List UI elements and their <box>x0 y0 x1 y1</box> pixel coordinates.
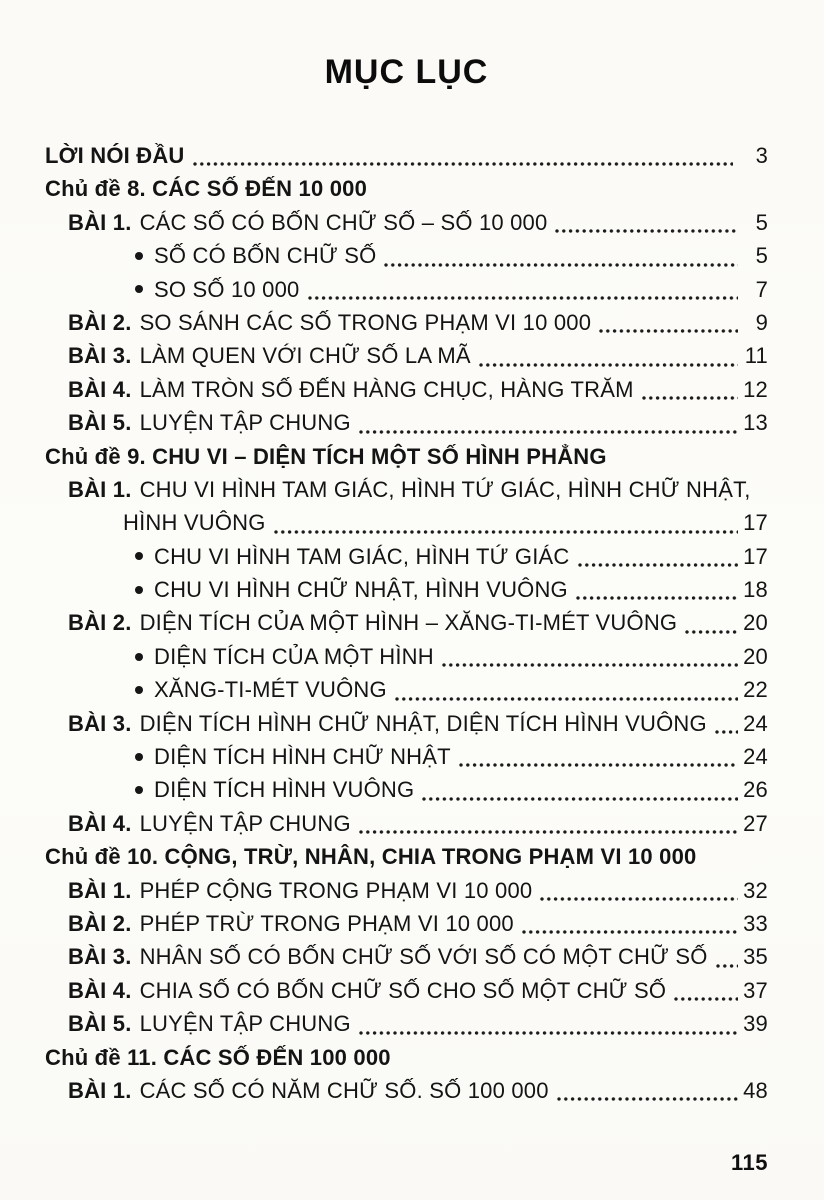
toc-entry <box>45 807 768 840</box>
entry-page-number: 39 <box>743 1011 768 1037</box>
toc-entry <box>45 239 768 272</box>
lesson-label: BÀI 4. <box>68 376 132 402</box>
toc-entry <box>45 1007 768 1040</box>
entry-page-number: 32 <box>743 877 768 903</box>
dot-leader <box>684 606 738 639</box>
dot-leader <box>273 506 738 539</box>
entry-title: CÁC SỐ CÓ BỐN CHỮ SỐ – SỐ 10 000 <box>139 209 548 235</box>
entry-title: NHÂN SỐ CÓ BỐN CHỮ SỐ VỚI SỐ CÓ MỘT CHỮ SỐ <box>139 944 708 970</box>
dot-leader <box>192 139 733 172</box>
entry-page-number: 37 <box>743 977 768 1003</box>
toc-chapter-heading <box>45 840 768 873</box>
lesson-label: BÀI 5. <box>68 1011 132 1037</box>
entry-title: XĂNG-TI-MÉT VUÔNG <box>154 677 387 703</box>
entry-page-number: 18 <box>743 577 768 603</box>
entry-page-number: 35 <box>743 944 768 970</box>
entry-title: SO SỐ 10 000 <box>154 276 300 302</box>
entry-page-number: 5 <box>755 243 768 269</box>
entry-line-2 <box>45 506 768 539</box>
bullet-icon <box>135 753 143 761</box>
dot-leader <box>521 907 738 940</box>
lesson-label: BÀI 1. <box>68 1077 132 1103</box>
chapter-title: Chủ đề 9. CHU VI – DIỆN TÍCH MỘT SỐ HÌNH PHẲNG <box>45 443 607 469</box>
page-number: 115 <box>731 1150 768 1175</box>
dot-leader <box>673 974 738 1007</box>
dot-leader <box>478 339 738 372</box>
entry-page-number: 20 <box>743 610 768 636</box>
toc-entry <box>45 540 768 573</box>
entry-page-number: 7 <box>755 276 768 302</box>
dot-leader <box>575 573 738 606</box>
bullet-icon <box>135 285 143 293</box>
entry-title: LỜI NÓI ĐẦU <box>45 143 185 168</box>
dot-leader <box>358 1007 738 1040</box>
entry-page-number: 17 <box>743 510 768 536</box>
bullet-icon <box>135 786 143 794</box>
dot-leader <box>556 1074 738 1107</box>
dot-leader <box>441 640 738 673</box>
toc-entry <box>45 573 768 606</box>
lesson-label: BÀI 4. <box>68 810 132 836</box>
entry-title-continued: HÌNH VUÔNG <box>123 510 266 536</box>
entry-title: LÀM QUEN VỚI CHỮ SỐ LA MÃ <box>139 343 471 369</box>
toc-chapter-heading <box>45 440 768 473</box>
toc-entry <box>45 273 768 306</box>
entry-title: DIỆN TÍCH CỦA MỘT HÌNH – XĂNG-TI-MÉT VUÔNG <box>139 610 678 636</box>
dot-leader <box>394 673 738 706</box>
entry-title: PHÉP CỘNG TRONG PHẠM VI 10 000 <box>139 877 533 903</box>
entry-page-number: 11 <box>744 343 768 369</box>
entry-page-number: 3 <box>755 143 768 168</box>
entry-page-number: 24 <box>743 744 768 770</box>
entry-page-number: 26 <box>743 777 768 803</box>
bullet-icon <box>135 252 143 260</box>
toc-chapter-heading <box>45 1041 768 1074</box>
dot-leader <box>641 373 738 406</box>
lesson-label: BÀI 3. <box>68 343 132 369</box>
toc-entry <box>45 740 768 773</box>
entry-title: DIỆN TÍCH HÌNH VUÔNG <box>154 777 415 803</box>
entry-title: LÀM TRÒN SỐ ĐẾN HÀNG CHỤC, HÀNG TRĂM <box>139 376 634 402</box>
lesson-label: BÀI 2. <box>68 309 132 335</box>
entry-title: DIỆN TÍCH HÌNH CHỮ NHẬT, DIỆN TÍCH HÌNH VUÔNG <box>139 710 707 736</box>
entry-title: SỐ CÓ BỐN CHỮ SỐ <box>154 243 377 269</box>
dot-leader <box>383 239 738 272</box>
lesson-label: BÀI 3. <box>68 944 132 970</box>
dot-leader <box>421 773 738 806</box>
entry-title: CHU VI HÌNH CHỮ NHẬT, HÌNH VUÔNG <box>154 577 568 603</box>
chapter-title: Chủ đề 11. CÁC SỐ ĐẾN 100 000 <box>45 1044 391 1070</box>
toc-entry <box>45 707 768 740</box>
entry-page-number: 13 <box>743 410 768 436</box>
lesson-label: BÀI 2. <box>68 910 132 936</box>
entry-page-number: 33 <box>743 910 768 936</box>
entry-title: LUYỆN TẬP CHUNG <box>139 410 351 436</box>
entry-page-number: 27 <box>743 810 768 836</box>
toc-entry <box>45 606 768 639</box>
toc-entry <box>45 773 768 806</box>
bullet-icon <box>135 586 143 594</box>
dot-leader <box>358 807 738 840</box>
lesson-label: BÀI 1. <box>68 476 132 502</box>
dot-leader <box>554 206 738 239</box>
toc-entry <box>45 940 768 973</box>
lesson-label: BÀI 1. <box>68 209 132 235</box>
lesson-label: BÀI 5. <box>68 410 132 436</box>
dot-leader <box>539 874 738 907</box>
entry-line-1 <box>45 473 768 506</box>
entry-page-number: 22 <box>743 677 768 703</box>
entry-page-number: 5 <box>755 209 768 235</box>
dot-leader <box>577 540 738 573</box>
dot-leader <box>307 273 739 306</box>
chapter-title: Chủ đề 10. CỘNG, TRỪ, NHÂN, CHIA TRONG PHẠM VI 10 000 <box>45 844 697 870</box>
toc-list <box>45 139 768 1107</box>
toc-entry <box>45 306 768 339</box>
entry-page-number: 17 <box>743 543 768 569</box>
entry-title: DIỆN TÍCH HÌNH CHỮ NHẬT <box>154 744 451 770</box>
entry-page-number: 9 <box>755 309 768 335</box>
entry-title: CÁC SỐ CÓ NĂM CHỮ SỐ. SỐ 100 000 <box>139 1077 549 1103</box>
toc-entry <box>45 1074 768 1107</box>
entry-title: LUYỆN TẬP CHUNG <box>139 1011 351 1037</box>
toc-entry <box>45 373 768 406</box>
entry-title: CHU VI HÌNH TAM GIÁC, HÌNH TỨ GIÁC, HÌNH CHỮ NHẬT, <box>139 476 751 502</box>
dot-leader <box>358 406 738 439</box>
lesson-label: BÀI 3. <box>68 710 132 736</box>
bullet-icon <box>135 686 143 694</box>
lesson-label: BÀI 4. <box>68 977 132 1003</box>
toc-entry <box>45 974 768 1007</box>
toc-chapter-heading <box>45 172 768 205</box>
toc-entry <box>45 473 768 540</box>
dot-leader <box>598 306 738 339</box>
entry-title: PHÉP TRỪ TRONG PHẠM VI 10 000 <box>139 910 514 936</box>
entry-title: CHU VI HÌNH TAM GIÁC, HÌNH TỨ GIÁC <box>154 543 570 569</box>
lesson-label: BÀI 1. <box>68 877 132 903</box>
entry-page-number: 24 <box>743 710 768 736</box>
toc-entry <box>45 673 768 706</box>
entry-page-number: 48 <box>743 1077 768 1103</box>
bullet-icon <box>135 552 143 560</box>
toc-entry <box>45 406 768 439</box>
toc-entry <box>45 907 768 940</box>
entry-page-number: 20 <box>743 643 768 669</box>
entry-title: DIỆN TÍCH CỦA MỘT HÌNH <box>154 643 434 669</box>
page-title: MỤC LỤC <box>324 53 489 91</box>
entry-title: SO SÁNH CÁC SỐ TRONG PHẠM VI 10 000 <box>139 309 592 335</box>
entry-page-number: 12 <box>743 376 768 402</box>
entry-title: CHIA SỐ CÓ BỐN CHỮ SỐ CHO SỐ MỘT CHỮ SỐ <box>139 977 667 1003</box>
chapter-title: Chủ đề 8. CÁC SỐ ĐẾN 10 000 <box>45 176 368 202</box>
lesson-label: BÀI 2. <box>68 610 132 636</box>
toc-entry <box>45 640 768 673</box>
bullet-icon <box>135 653 143 661</box>
toc-entry <box>45 206 768 239</box>
toc-entry <box>45 874 768 907</box>
entry-title: LUYỆN TẬP CHUNG <box>139 810 351 836</box>
toc-entry <box>45 339 768 372</box>
dot-leader <box>458 740 738 773</box>
dot-leader <box>715 940 738 973</box>
dot-leader <box>714 707 738 740</box>
toc-entry <box>45 139 768 172</box>
